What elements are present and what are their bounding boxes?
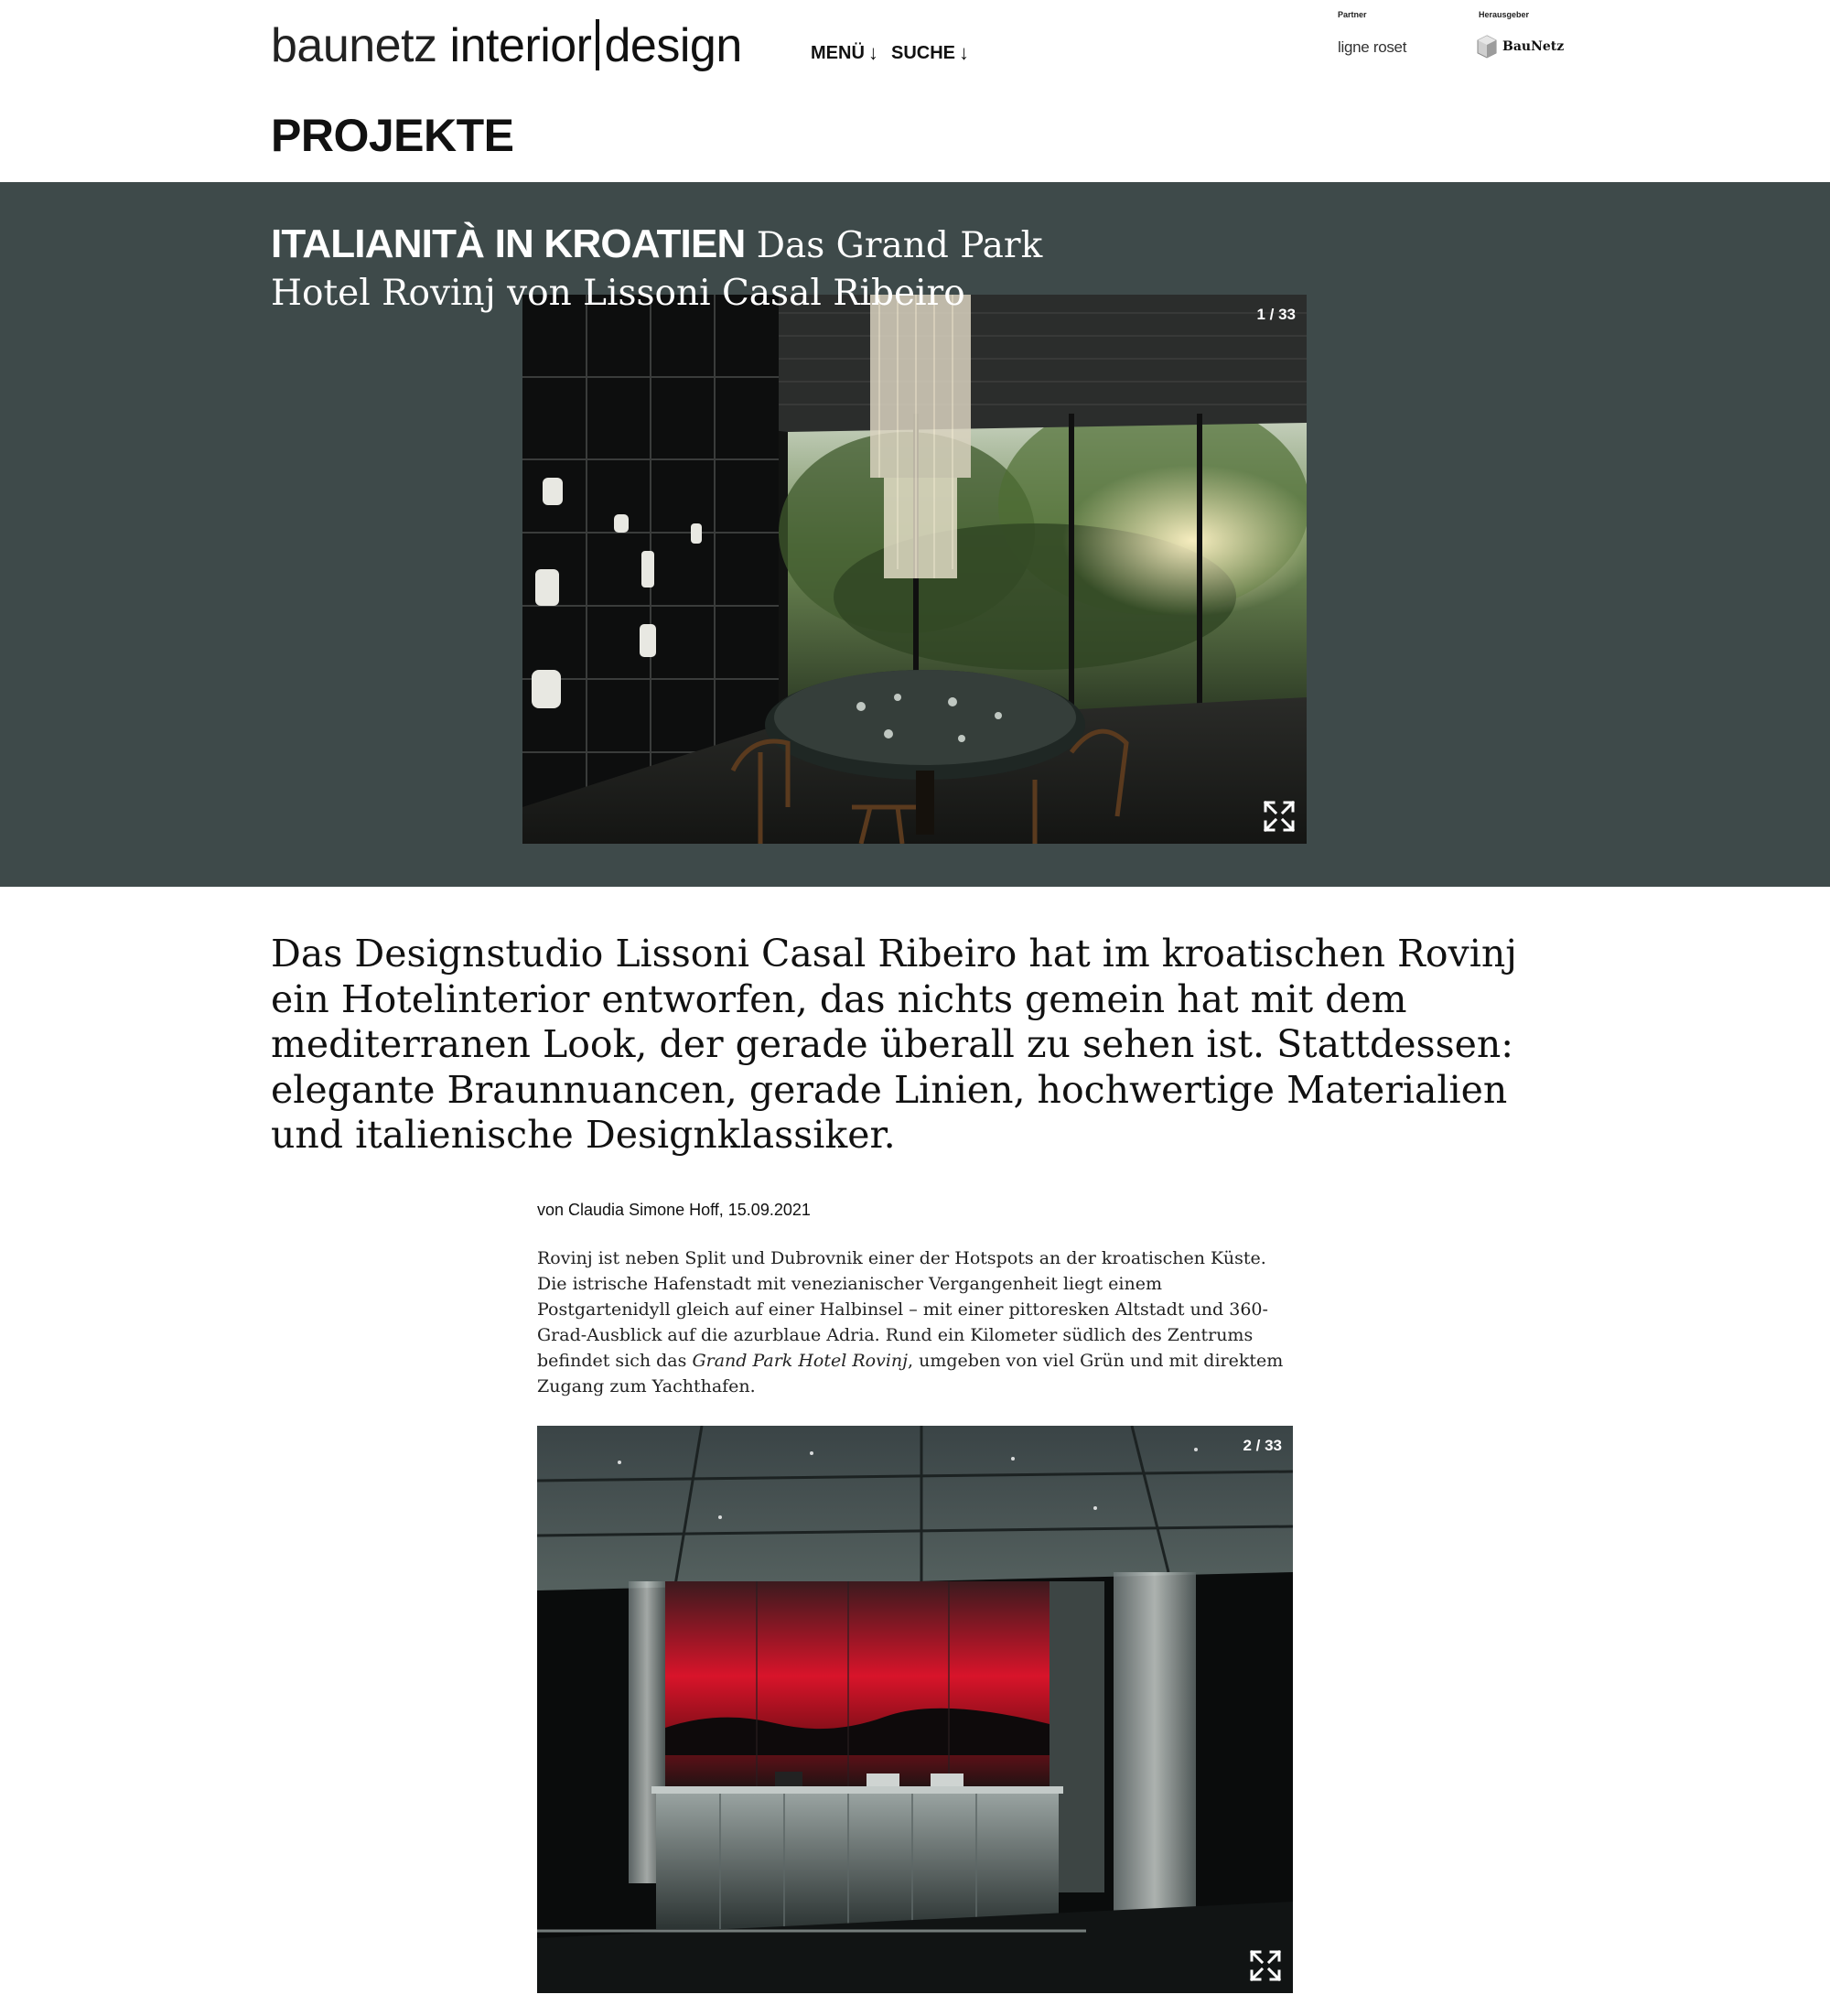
expand-icon[interactable] (1261, 798, 1297, 835)
logo-text-baunetz: baunetz (271, 19, 437, 72)
site-logo[interactable] (271, 16, 742, 75)
logo-divider (596, 19, 599, 70)
hotel-name: Grand Park Hotel Rovinj (692, 1351, 909, 1371)
search-button[interactable] (891, 42, 969, 64)
expand-arrows-icon (1261, 798, 1297, 835)
article-byline: von Claudia Simone Hoff, 15.09.2021 (537, 1201, 811, 1219)
gallery-counter: 2 / 33 (1243, 1437, 1282, 1454)
section-title: PROJEKTE (271, 110, 514, 161)
gallery-image-1[interactable] (522, 295, 1307, 844)
logo-text-design: design (604, 19, 742, 72)
publisher-label: Herausgeber (1479, 10, 1530, 19)
expand-arrows-icon (1247, 1947, 1284, 1984)
article-subtitle: Das Grand Park Hotel Rovinj von Lissoni Casal Ribeiro (271, 225, 1043, 314)
body-text-part: Rovinj ist neben Split und Dubrovnik einer der Hotspots an der kroatischen Küste. Die istrische Hafenstadt mit venezianischer Vergangenheit liegt einem Postgartenidyll gleich auf einer Halbinsel – mit einer pittoresken Altstadt und 360-Grad-Ausblick auf die azurblaue Adria. Rund ein Kilometer südlich des Zentrums befindet sich das (537, 1248, 1268, 1371)
article-body-paragraph (537, 1245, 1287, 1399)
partner-logo-ligne-roset[interactable]: ligne roset (1338, 38, 1407, 56)
menu-label: MENÜ (811, 43, 865, 63)
gallery-counter: 1 / 33 (1256, 306, 1296, 323)
publisher-logo-baunetz[interactable] (1477, 33, 1572, 60)
article-title (271, 221, 1149, 317)
menu-button[interactable] (811, 42, 878, 64)
body-text-part: , umgeben von viel Grün und mit direktem Zugang zum Yachthafen. (537, 1351, 1284, 1396)
reception-photo (537, 1426, 1293, 1993)
search-label: SUCHE (891, 43, 956, 63)
article-lead: Das Designstudio Lissoni Casal Ribeiro hat im kroatischen Rovinj ein Hotelinterior entworfen, das nichts gemein hat mit dem mediterranen Look, der gerade überall zu sehen ist. Stattdessen: elegante Braunnuancen, gerade Linien, hochwertige Materialien und italienische Designklassiker. (271, 932, 1517, 1158)
dining-room-photo (522, 295, 1307, 844)
expand-icon[interactable] (1247, 1947, 1284, 1984)
article-kicker: ITALIANITÀ IN KROATIEN (271, 221, 746, 266)
logo-text-interior: interior (449, 19, 592, 72)
publisher-logo-text: BauNetz (1502, 39, 1565, 54)
baunetz-cube-icon (1477, 35, 1497, 59)
partner-label: Partner (1338, 10, 1367, 19)
arrow-down-icon: ↓ (959, 41, 970, 64)
arrow-down-icon: ↓ (867, 41, 878, 64)
gallery-image-2[interactable] (537, 1426, 1293, 1993)
